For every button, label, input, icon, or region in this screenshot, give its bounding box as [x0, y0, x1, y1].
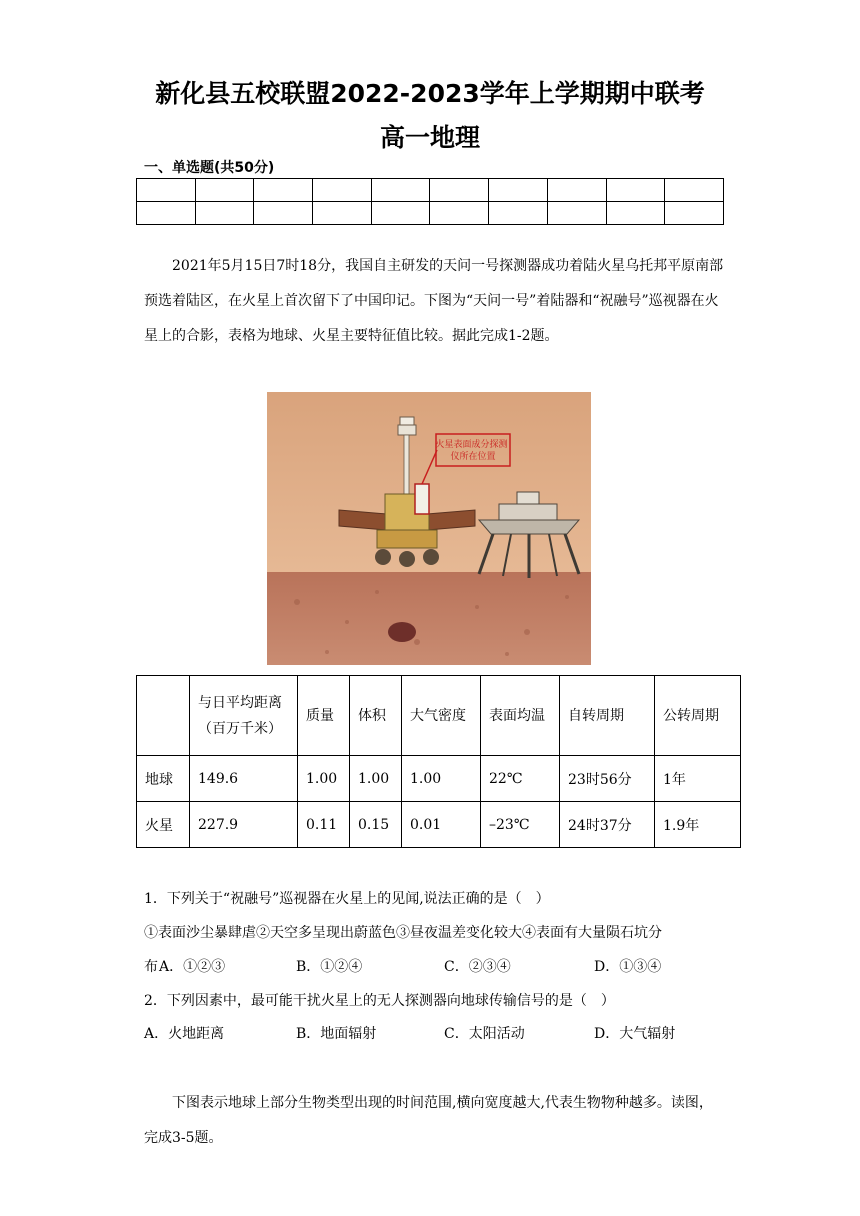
answer-cell [606, 179, 665, 202]
answer-cell [195, 179, 254, 202]
answer-cell [254, 179, 313, 202]
answer-cell [489, 202, 548, 225]
answer-grid-row [137, 179, 724, 202]
table-cell: 火星 [137, 802, 190, 848]
table-cell: 1.00 [350, 756, 402, 802]
answer-cell [313, 179, 372, 202]
table-cell: 24时37分 [560, 802, 655, 848]
table-row [137, 802, 741, 848]
answer-grid [136, 178, 724, 225]
answer-cell [313, 202, 372, 225]
q1-option-a[interactable]: A．①②③ [159, 959, 226, 975]
table-cell: 227.9 [190, 802, 298, 848]
exam-subject: 高一地理 [379, 123, 480, 152]
header-cell [137, 676, 190, 756]
table-cell: 1.9年 [655, 802, 741, 848]
answer-cell [606, 202, 665, 225]
table-header-row [137, 676, 741, 756]
header-cell: 自转周期 [560, 676, 655, 756]
mars-rover-photo [267, 392, 591, 665]
answer-cell [195, 202, 254, 225]
question-1-lead: 布 [144, 959, 158, 975]
answer-cell [489, 179, 548, 202]
table-row [137, 756, 741, 802]
q1-option-b[interactable]: B．①②④ [296, 959, 363, 975]
answer-cell [547, 179, 606, 202]
answer-cell [254, 202, 313, 225]
q2-option-c[interactable]: C．太阳活动 [444, 1026, 525, 1042]
table-cell: 22℃ [481, 756, 560, 802]
answer-cell [547, 202, 606, 225]
header-cell: 质量 [298, 676, 350, 756]
header-cell: 公转周期 [655, 676, 741, 756]
intro-paragraph: 2021年5月15日7时18分，我国自主研发的天问一号探测器成功着陆火星乌托邦平原南部预选着陆区，在火星上首次留下了中国印记。下图为“天问一号”着陆器和“祝融号”巡视器在火星上的合影，表格为地球、火星主要特征值比较。据此完成1-2题。 [144, 258, 724, 344]
answer-cell [137, 202, 196, 225]
table-cell: 0.15 [350, 802, 402, 848]
question-1-statements: ①表面沙尘暴肆虐②天空多呈现出蔚蓝色③昼夜温差变化较大④表面有大量陨石坑分 [144, 925, 662, 941]
rover-lander-illustration [267, 392, 591, 665]
header-cell: 体积 [350, 676, 402, 756]
q1-option-c[interactable]: C．②③④ [444, 959, 511, 975]
section-heading: 一、单选题(共50分) [144, 160, 275, 176]
q1-option-d[interactable]: D．①③④ [594, 959, 662, 975]
answer-cell [665, 179, 724, 202]
callout-label: 火星表面成分探测 仪所在位置 [435, 440, 508, 462]
q2-option-d[interactable]: D．大气辐射 [594, 1026, 676, 1042]
answer-grid-row [137, 202, 724, 225]
table-cell: 地球 [137, 756, 190, 802]
answer-cell [430, 202, 489, 225]
table-cell: 0.11 [298, 802, 350, 848]
earth-mars-comparison-table [136, 675, 741, 848]
header-cell: 表面均温 [481, 676, 560, 756]
table-cell: 0.01 [402, 802, 481, 848]
table-cell: 23时56分 [560, 756, 655, 802]
answer-cell [430, 179, 489, 202]
answer-cell [371, 179, 430, 202]
exam-title: 新化县五校联盟2022-2023学年上学期期中联考 [155, 79, 705, 108]
section-2-intro: 下图表示地球上部分生物类型出现的时间范围,横向宽度越大,代表生物物种越多。读图，完成3-5题。 [144, 1095, 713, 1146]
q2-option-a[interactable]: A．火地距离 [144, 1026, 225, 1042]
table-cell: 1年 [655, 756, 741, 802]
q2-option-b[interactable]: B．地面辐射 [296, 1026, 377, 1042]
table-cell: 1.00 [298, 756, 350, 802]
header-cell: 与日平均距离（百万千米） [190, 676, 298, 756]
question-2-stem: 2．下列因素中，最可能干扰火星上的无人探测器向地球传输信号的是（ ） [144, 993, 615, 1009]
answer-cell [371, 202, 430, 225]
table-cell: 1.00 [402, 756, 481, 802]
table-cell: –23℃ [481, 802, 560, 848]
table-cell: 149.6 [190, 756, 298, 802]
question-1-stem: 1．下列关于“祝融号”巡视器在火星上的见闻,说法正确的是（ ） [144, 891, 550, 907]
answer-cell [665, 202, 724, 225]
header-cell: 大气密度 [402, 676, 481, 756]
answer-cell [137, 179, 196, 202]
